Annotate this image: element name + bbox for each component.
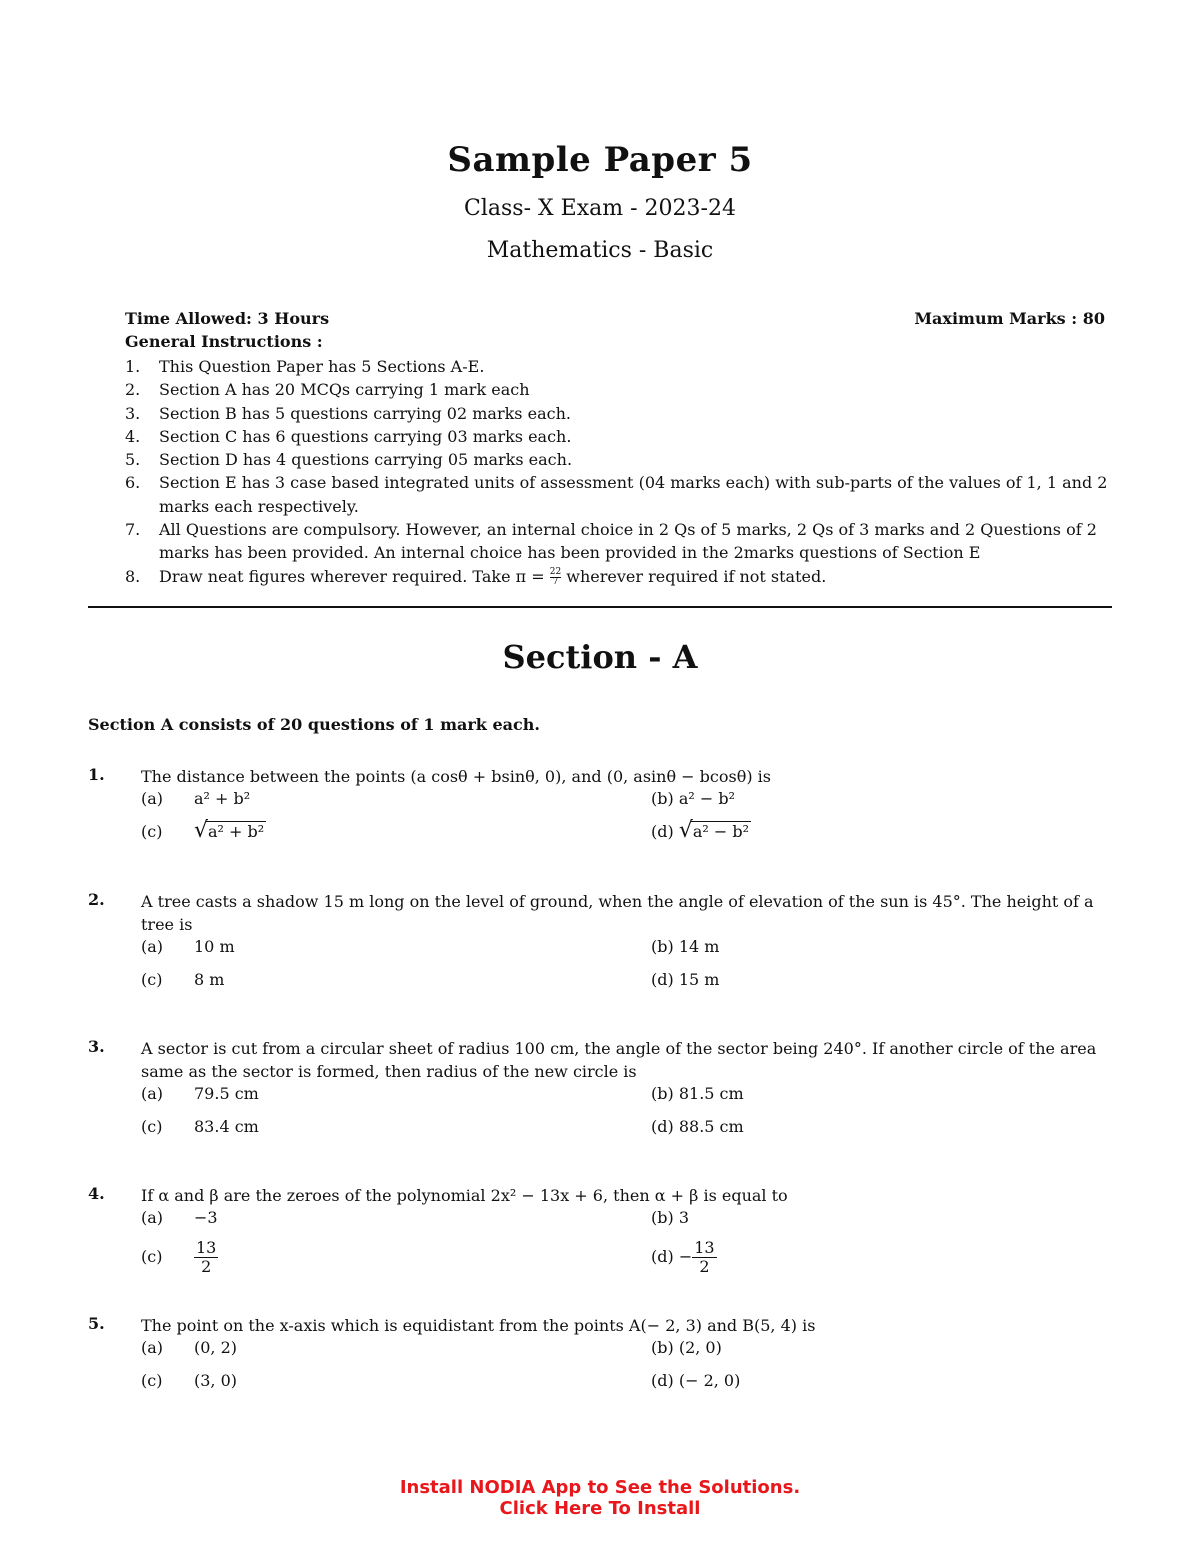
fraction-denominator: 2 <box>699 1257 710 1276</box>
option-label: (a) <box>141 1208 164 1227</box>
instruction-item <box>125 565 1115 588</box>
option-value: 3 <box>678 1208 690 1227</box>
instructions-list <box>125 355 1115 588</box>
question-number: 1. <box>88 765 105 784</box>
option-d <box>651 970 719 989</box>
option-label: (b) <box>651 789 674 808</box>
instruction-text <box>159 565 1115 588</box>
option-c <box>141 818 266 843</box>
fraction <box>194 1239 218 1276</box>
divider-rule <box>88 606 1112 608</box>
option-value: 88.5 cm <box>678 1117 744 1136</box>
fraction-numerator: 13 <box>694 1238 715 1257</box>
instruction-text-before: Draw neat figures wherever required. Take π = <box>159 566 545 586</box>
question-number: 3. <box>88 1037 105 1056</box>
question-text: If α and β are the zeroes of the polynomial 2x² − 13x + 6, then α + β is equal to <box>141 1186 788 1205</box>
option-label: (a) <box>141 789 164 808</box>
option-value: (2, 0) <box>678 1338 722 1357</box>
install-app-link[interactable]: Install NODIA App to See the Solutions. <box>399 1477 801 1498</box>
option-value: 15 m <box>678 970 720 989</box>
option-value: a² + b² <box>208 822 265 841</box>
option-label: (c) <box>141 1371 163 1390</box>
general-instructions-heading: General Instructions : <box>125 332 323 351</box>
option-label: (a) <box>141 937 164 956</box>
option-a <box>141 1338 237 1357</box>
section-title: Section - A <box>502 638 698 676</box>
instruction-item <box>125 355 1115 378</box>
option-sign: − <box>678 1247 693 1266</box>
option-label: (b) <box>651 1208 674 1227</box>
option-label: (c) <box>141 970 163 989</box>
question-number: 2. <box>88 890 105 909</box>
time-allowed: Time Allowed: 3 Hours <box>125 309 330 328</box>
instruction-number: 6. <box>125 473 141 493</box>
fraction-numerator: 13 <box>196 1238 217 1257</box>
option-label: (a) <box>141 1084 164 1103</box>
question-text: The distance between the points (a cosθ + bsinθ, 0), and (0, asinθ − bcosθ) is <box>141 767 772 786</box>
option-label: (d) <box>651 970 674 989</box>
instruction-item <box>125 402 1115 425</box>
option-b <box>651 1208 689 1227</box>
option-d <box>651 818 751 843</box>
option-value: (0, 2) <box>194 1338 238 1357</box>
section-note: Section A consists of 20 questions of 1 mark each. <box>88 715 540 734</box>
instruction-text: Section C has 6 questions carrying 03 marks each. <box>159 426 572 446</box>
option-label: (a) <box>141 1338 164 1357</box>
square-root: √ a² − b² <box>678 818 750 843</box>
question-4 <box>88 1184 1112 1207</box>
option-b <box>651 1338 722 1357</box>
option-value: a² − b² <box>678 789 736 808</box>
fraction <box>692 1239 716 1276</box>
option-label: (b) <box>651 1084 674 1103</box>
subject-line: Mathematics - Basic <box>486 238 714 263</box>
option-value: a² + b² <box>194 789 251 808</box>
option-label: (c) <box>141 1117 163 1136</box>
instruction-number: 8. <box>125 566 141 586</box>
option-b <box>651 1084 744 1103</box>
instruction-number: 4. <box>125 426 141 446</box>
instruction-number: 3. <box>125 403 141 423</box>
exam-meta-row <box>125 309 1105 328</box>
option-c <box>141 1117 259 1136</box>
instruction-text: This Question Paper has 5 Sections A-E. <box>159 357 485 376</box>
paper-title: Sample Paper 5 <box>447 140 753 180</box>
option-value: 10 m <box>194 937 235 956</box>
instruction-text: Section A has 20 MCQs carrying 1 mark each <box>159 380 530 400</box>
square-root: √ a² + b² <box>194 818 265 843</box>
pi-numerator: 22 <box>549 566 562 577</box>
instruction-item <box>125 518 1115 565</box>
instruction-item <box>125 425 1115 448</box>
option-label: (d) <box>651 1117 674 1136</box>
instruction-number: 1. <box>125 357 141 376</box>
maximum-marks: Maximum Marks : 80 <box>914 309 1105 328</box>
question-5 <box>88 1314 1112 1337</box>
option-label: (d) <box>651 822 674 841</box>
question-number: 5. <box>88 1314 105 1333</box>
fraction-denominator: 2 <box>201 1257 212 1276</box>
option-c <box>141 1371 237 1390</box>
option-d <box>651 1371 740 1390</box>
instruction-text: Section E has 3 case based integrated units of assessment (04 marks each) with sub-parts of the values of 1, 1 and 2 marks each respectively. <box>159 473 1108 516</box>
click-to-install-link[interactable]: Click Here To Install <box>499 1498 701 1519</box>
question-text: A sector is cut from a circular sheet of radius 100 cm, the angle of the sector being 240°. If another circle of the area same as the sector is formed, then radius of the new circle is <box>141 1039 1097 1082</box>
pi-denominator: 7 <box>552 576 559 587</box>
instruction-number: 5. <box>125 450 141 470</box>
option-label: (d) <box>651 1247 674 1266</box>
instruction-item <box>125 471 1115 518</box>
instruction-number: 2. <box>125 380 141 400</box>
option-b <box>651 789 735 808</box>
option-d <box>651 1239 717 1276</box>
option-c <box>141 1239 218 1276</box>
option-value: (− 2, 0) <box>678 1371 741 1390</box>
option-value: (3, 0) <box>194 1371 238 1390</box>
question-3 <box>88 1037 1112 1084</box>
question-number: 4. <box>88 1184 105 1203</box>
option-label: (b) <box>651 937 674 956</box>
option-value: 81.5 cm <box>678 1084 744 1103</box>
question-text: A tree casts a shadow 15 m long on the level of ground, when the angle of elevation of the sun is 45°. The height of a tree is <box>141 892 1094 935</box>
instruction-item <box>125 378 1115 401</box>
option-label: (c) <box>141 1247 163 1266</box>
instruction-text: Section D has 4 questions carrying 05 marks each. <box>159 450 573 470</box>
option-value: 14 m <box>678 937 720 956</box>
option-a <box>141 1084 259 1103</box>
question-2 <box>88 890 1112 937</box>
option-c <box>141 970 224 989</box>
option-label: (b) <box>651 1338 674 1357</box>
instruction-number: 7. <box>125 520 141 540</box>
option-a <box>141 1208 218 1227</box>
option-label: (c) <box>141 822 163 841</box>
option-value: 83.4 cm <box>194 1117 259 1136</box>
option-value: −3 <box>194 1208 218 1227</box>
option-value: 8 m <box>194 970 225 989</box>
instruction-text: All Questions are compulsory. However, an internal choice in 2 Qs of 5 marks, 2 Qs of 3 marks and 2 Questions of 2 marks has been provided. An internal choice has been provided in the 2marks questions of Section E <box>159 520 1097 563</box>
question-1 <box>88 765 1112 788</box>
option-a <box>141 937 235 956</box>
option-d <box>651 1117 744 1136</box>
question-text: The point on the x-axis which is equidistant from the points A(− 2, 3) and B(5, 4) is <box>141 1316 816 1335</box>
option-label: (d) <box>651 1371 674 1390</box>
instruction-text-after: wherever required if not stated. <box>566 566 827 586</box>
instruction-item <box>125 448 1115 471</box>
class-line: Class- X Exam - 2023-24 <box>464 196 736 221</box>
option-value: 79.5 cm <box>194 1084 259 1103</box>
instruction-text: Section B has 5 questions carrying 02 marks each. <box>159 403 571 423</box>
option-value: a² − b² <box>692 822 750 841</box>
pi-fraction <box>550 568 561 587</box>
option-b <box>651 937 719 956</box>
option-a <box>141 789 250 808</box>
